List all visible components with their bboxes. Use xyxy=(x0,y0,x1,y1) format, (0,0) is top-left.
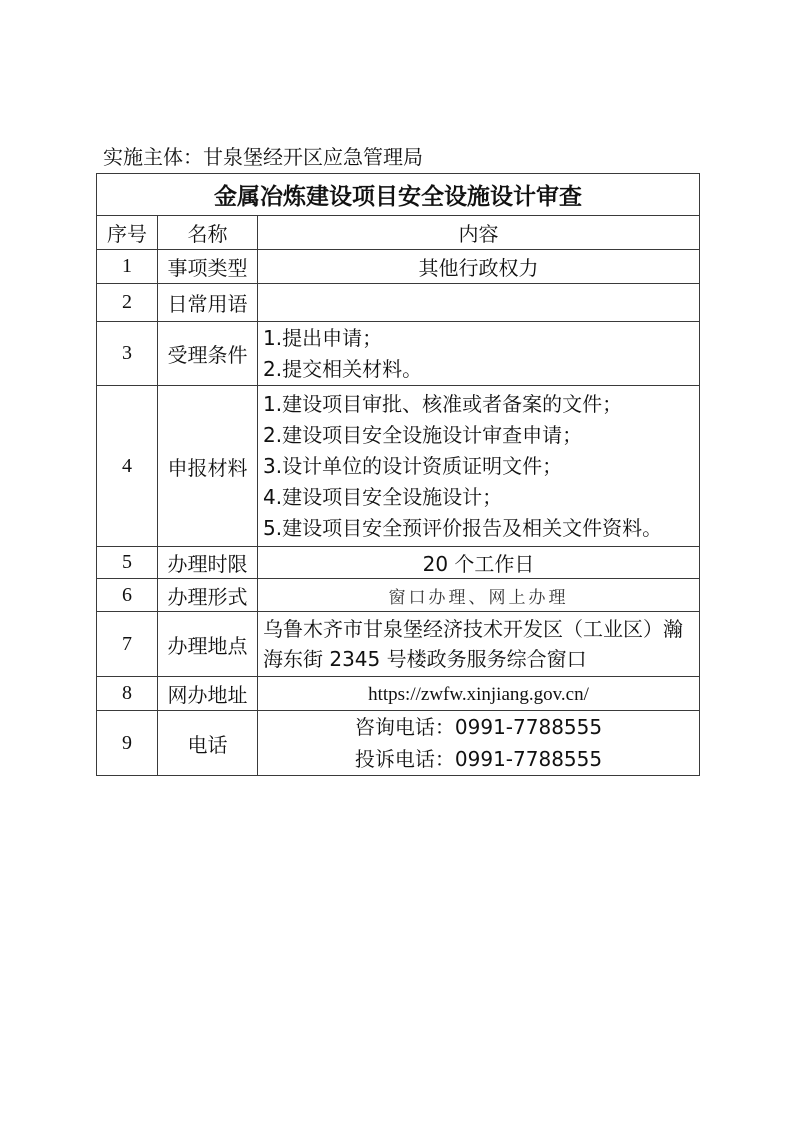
consult-phone: 咨询电话：0991-7788555 xyxy=(354,715,603,739)
table-row xyxy=(97,579,700,612)
row-name: 办理地点 xyxy=(158,612,258,677)
table-row xyxy=(97,386,700,547)
content-line: 1.提出申请； xyxy=(263,325,383,350)
table-row xyxy=(97,677,700,711)
row-number: 8 xyxy=(97,677,158,711)
row-name: 申报材料 xyxy=(158,386,258,547)
online-service-url: https://zwfw.xinjiang.gov.cn/ xyxy=(368,684,589,705)
column-header-no: 序号 xyxy=(97,216,158,250)
row-number: 4 xyxy=(97,386,158,547)
table-row xyxy=(97,711,700,776)
row-name: 办理形式 xyxy=(158,579,258,612)
row-number: 6 xyxy=(97,579,158,612)
table-row xyxy=(97,547,700,579)
column-header-content: 内容 xyxy=(258,216,700,250)
content-line: 2.提交相关材料。 xyxy=(263,356,423,381)
address-text: 乌鲁木齐市甘泉堡经济技术开发区（工业区）瀚海东街 2345 号楼政务服务综合窗口 xyxy=(263,617,683,671)
content-line: 2.建设项目安全设施设计审查申请； xyxy=(263,422,583,447)
implementer-label: 实施主体：甘泉堡经开区应急管理局 xyxy=(103,145,423,169)
row-number: 9 xyxy=(97,711,158,776)
content-line: 20 个工作日 xyxy=(422,552,535,576)
row-name: 电话 xyxy=(158,711,258,776)
row-name: 网办地址 xyxy=(158,677,258,711)
table-row xyxy=(97,250,700,284)
row-content xyxy=(258,677,700,711)
content-line: 其他行政权力 xyxy=(418,256,539,280)
table-row xyxy=(97,322,700,386)
row-content xyxy=(258,612,700,677)
row-name: 受理条件 xyxy=(158,322,258,386)
row-number: 3 xyxy=(97,322,158,386)
row-content xyxy=(258,711,700,776)
row-number: 5 xyxy=(97,547,158,579)
content-line: 5.建设项目安全预评价报告及相关文件资料。 xyxy=(263,515,663,540)
row-content xyxy=(258,547,700,579)
table-row xyxy=(97,612,700,677)
row-content xyxy=(258,250,700,284)
service-table xyxy=(96,173,700,776)
row-content xyxy=(258,579,700,612)
table-header-row xyxy=(97,216,700,250)
row-number: 7 xyxy=(97,612,158,677)
row-name: 办理时限 xyxy=(158,547,258,579)
row-content xyxy=(258,322,700,386)
column-header-name: 名称 xyxy=(158,216,258,250)
table-title: 金属冶炼建设项目安全设施设计审查 xyxy=(97,174,700,216)
row-name: 日常用语 xyxy=(158,284,258,322)
row-number: 2 xyxy=(97,284,158,322)
content-line: 1.建设项目审批、核准或者备案的文件； xyxy=(263,391,623,416)
content-line: 4.建设项目安全设施设计； xyxy=(263,484,503,509)
table-title-row xyxy=(97,174,700,216)
complaint-phone: 投诉电话：0991-7788555 xyxy=(354,747,603,771)
table-row xyxy=(97,284,700,322)
content-line: 窗口办理、网上办理 xyxy=(388,587,569,608)
row-content xyxy=(258,386,700,547)
content-line: 3.设计单位的设计资质证明文件； xyxy=(263,453,563,478)
row-number: 1 xyxy=(97,250,158,284)
row-content-empty xyxy=(258,284,700,322)
row-name: 事项类型 xyxy=(158,250,258,284)
